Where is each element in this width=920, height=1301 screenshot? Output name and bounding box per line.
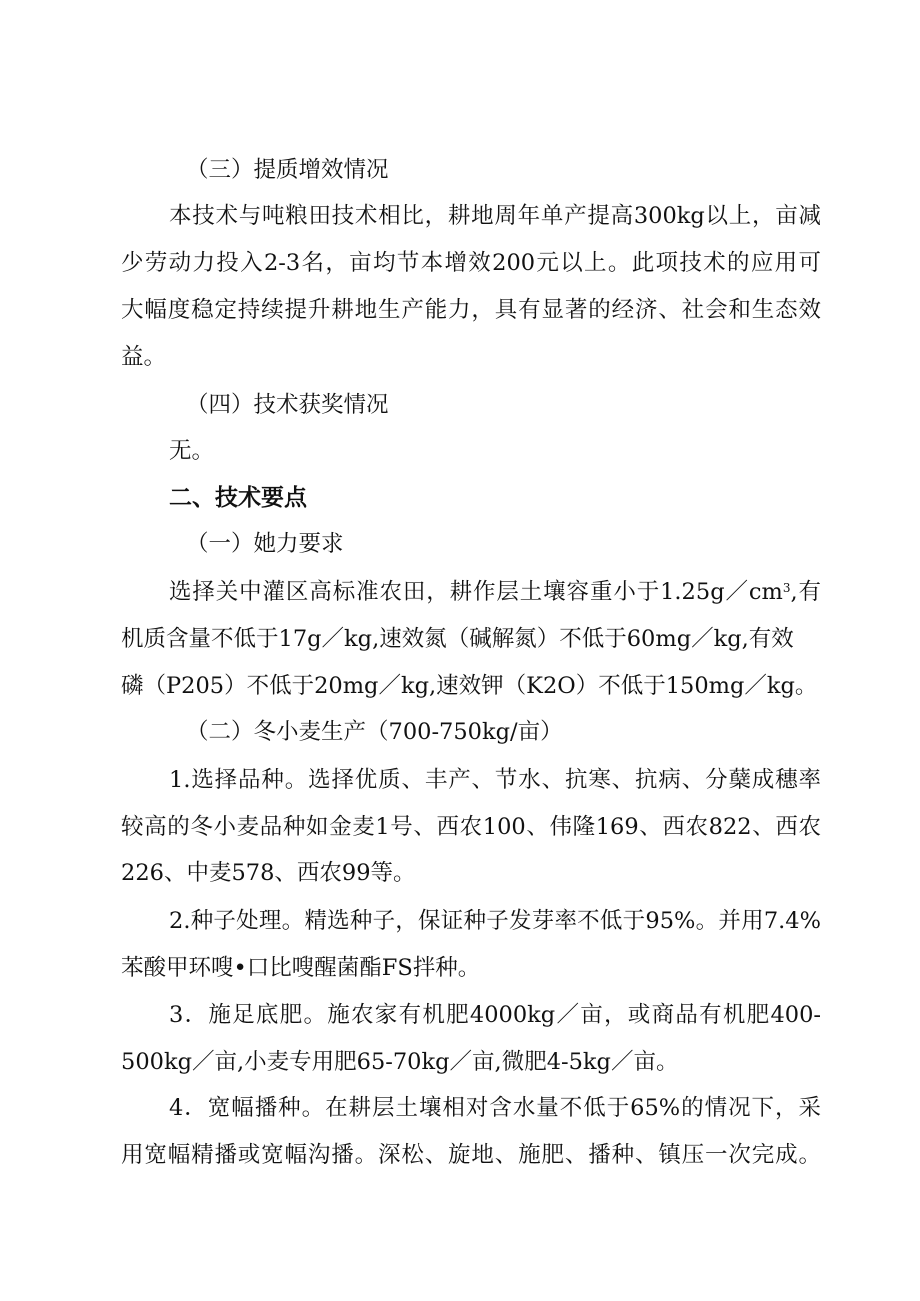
list-item: 用宽幅精播或宽幅沟播。深松、旋地、施肥、播种、镇压一次完成。 bbox=[121, 1142, 821, 1168]
paragraph-line: 大幅度稳定持续提升耕地生产能力，具有显著的经济、社会和生态效 bbox=[121, 297, 821, 323]
list-item: 4．宽幅播种。在耕层土壤相对含水量不低于65%的情况下，采 bbox=[169, 1095, 821, 1121]
list-item: 226、中麦578、西农99等。 bbox=[121, 860, 416, 886]
list-item: 2.种子处理。精选种子，保证种子发芽率不低于95%。并用7.4% bbox=[169, 908, 821, 934]
subsection-heading-2: （二）冬小麦生产（700-750kg/亩） bbox=[186, 719, 563, 745]
list-item: 1.选择品种。选择优质、丰产、节水、抗寒、抗病、分蘖成穗率 bbox=[169, 767, 821, 793]
paragraph-line: 选择关中灌区高标准农田，耕作层土壤容重小于$1.25g/cm^3$,有 bbox=[169, 579, 821, 605]
part-title: 二、技术要点 bbox=[169, 485, 307, 511]
list-item: 3．施足底肥。施农家有机肥4000kg／亩，或商品有机肥400- bbox=[169, 1002, 821, 1028]
section-heading-3: （三）提质增效情况 bbox=[186, 157, 389, 183]
subsection-heading-1: （一）她力要求 bbox=[186, 531, 344, 557]
section-heading-4: （四）技术获奖情况 bbox=[186, 392, 389, 418]
list-item: 苯酸甲环嗖•口比嗖醒菌酯FS拌种。 bbox=[121, 955, 481, 981]
paragraph-line: 无。 bbox=[169, 438, 215, 464]
list-item: 较高的冬小麦品种如金麦1号、西农100、伟隆169、西农822、西农 bbox=[121, 814, 821, 840]
list-item: 500kg／亩,小麦专用肥65-70kg／亩,微肥4-5kg／亩。 bbox=[121, 1049, 679, 1075]
paragraph-line: 本技术与吨粮田技术相比，耕地周年单产提高300kg以上，亩减 bbox=[169, 203, 821, 229]
paragraph-line: 机质含量不低于17g／kg,速效氮（碱解氮）不低于60mg／kg,有效 bbox=[121, 626, 794, 652]
superscript: 3 bbox=[782, 581, 791, 595]
paragraph-line: 少劳动力投入2-3名，亩均节本增效200元以上。此项技术的应用可 bbox=[121, 250, 821, 276]
paragraph-line: 益。 bbox=[121, 344, 167, 370]
paragraph-line: 磷（P205）不低于20mg／kg,速效钾（K2O）不低于150mg／kg。 bbox=[121, 673, 818, 699]
